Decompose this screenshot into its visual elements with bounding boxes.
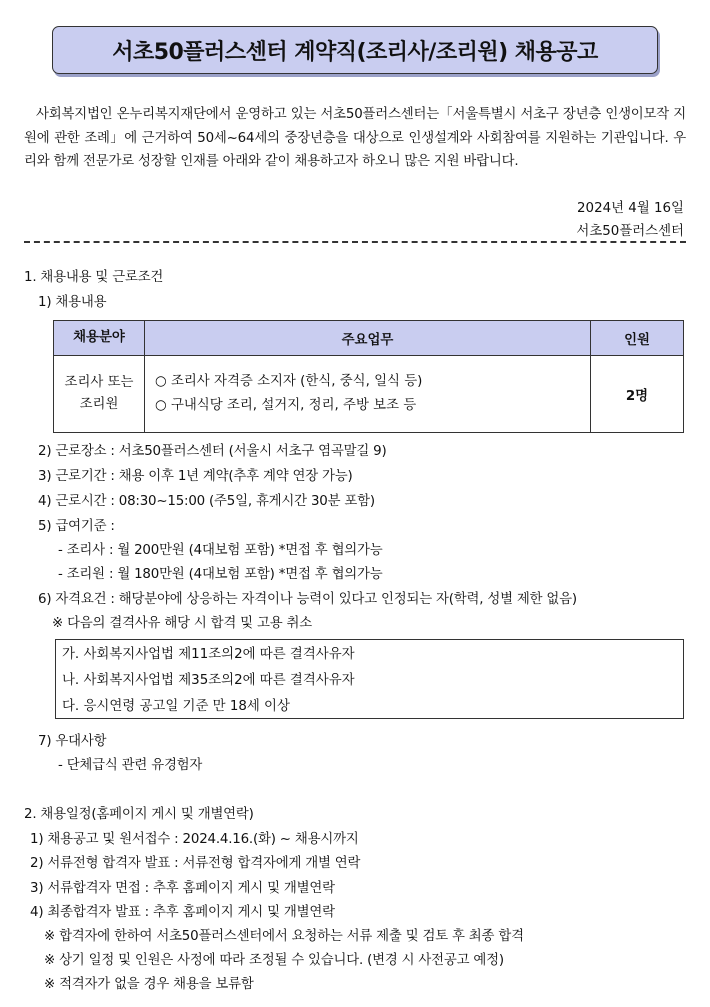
list-item: 6) 자격요건 : 해당분야에 상응하는 자격이나 능력이 있다고 인정되는 자(학력, 성별 제한 없음) (38, 592, 577, 607)
title-banner (52, 26, 658, 74)
list-item: 5) 급여기준 : (38, 519, 115, 534)
duty-item: ○ 조리사 자격증 소지자 (한식, 중식, 일식 등) (155, 374, 423, 389)
list-item: 2) 근로장소 : 서초50플러스센터 (서울시 서초구 염곡말길 9) (38, 444, 387, 459)
preference-heading: 7) 우대사항 (38, 734, 107, 749)
header-duties: 주요업무 (145, 321, 591, 356)
list-item: - 조리원 : 월 180만원 (4대보험 포함) *면접 후 협의가능 (58, 567, 383, 582)
section2-heading: 2. 채용일정(홈페이지 게시 및 개별연락) (24, 807, 254, 822)
field-line: 조리사 또는 (64, 375, 134, 390)
count-cell: 2명 (591, 356, 684, 433)
organization-name: 서초50플러스센터 (576, 224, 684, 239)
header-field: 채용분야 (54, 321, 145, 356)
list-item: 3) 근로기간 : 채용 이후 1년 계약(추후 계약 연장 가능) (38, 469, 353, 484)
field-line: 조리원 (79, 397, 119, 412)
sub-heading-recruitment: 1) 채용내용 (38, 295, 107, 310)
intro-paragraph: 사회복지법인 온누리복지재단에서 운영하고 있는 서초50플러스센터는「서울특별시 서초구 장년층 인생이모작 지원에 관한 조례」에 근거하여 50세~64세의 중장년층을 대상으로 인생설계와 사회참여를 지원하는 기관입니다. 우리와 함께 전문가로 성장할 인재를 아래와 같이 채용하고자 하오니 많은 지원 바랍니다. (24, 107, 686, 169)
disqualification-note: ※ 다음의 결격사유 해당 시 합격 및 고용 취소 (52, 616, 312, 631)
recruitment-table (53, 320, 684, 433)
list-item: 2) 서류전형 합격자 발표 : 서류전형 합격자에게 개별 연락 (30, 856, 361, 871)
list-item: 가. 사회복지사업법 제11조의2에 따른 결격사유자 (62, 647, 355, 662)
duty-item: ○ 구내식당 조리, 설거지, 정리, 주방 보조 등 (155, 398, 417, 413)
disqualification-box (55, 639, 684, 719)
preference-item: - 단체급식 관련 유경험자 (58, 758, 203, 773)
list-item: 4) 최종합격자 발표 : 추후 홈페이지 게시 및 개별연락 (30, 905, 335, 920)
page-title: 서초50플러스센터 계약직(조리사/조리원) 채용공고 (112, 39, 598, 65)
field-cell (54, 356, 145, 433)
section1-heading: 1. 채용내용 및 근로조건 (24, 270, 164, 285)
list-item: 다. 응시연령 공고일 기준 만 18세 이상 (62, 699, 290, 714)
list-item: 4) 근로시간 : 08:30~15:00 (주5일, 휴게시간 30분 포함) (38, 494, 375, 509)
duties-cell (145, 356, 591, 433)
table-row (54, 356, 684, 433)
header-count: 인원 (591, 321, 684, 356)
list-item: 1) 채용공고 및 원서접수 : 2024.4.16.(화) ~ 채용시까지 (30, 832, 359, 847)
note-item: ※ 상기 일정 및 인원은 사정에 따라 조정될 수 있습니다. (변경 시 사전공고 예정) (44, 953, 504, 968)
list-item: - 조리사 : 월 200만원 (4대보험 포함) *면접 후 협의가능 (58, 543, 383, 558)
table-header-row (54, 321, 684, 356)
list-item: 나. 사회복지사업법 제35조의2에 따른 결격사유자 (62, 673, 355, 688)
list-item: 3) 서류합격자 면접 : 추후 홈페이지 게시 및 개별연락 (30, 881, 335, 896)
note-item: ※ 적격자가 없을 경우 채용을 보류함 (44, 977, 254, 992)
announcement-date: 2024년 4월 16일 (577, 201, 684, 216)
dashed-divider (24, 241, 686, 243)
note-item: ※ 합격자에 한하여 서초50플러스센터에서 요청하는 서류 제출 및 검토 후 최종 합격 (44, 929, 524, 944)
